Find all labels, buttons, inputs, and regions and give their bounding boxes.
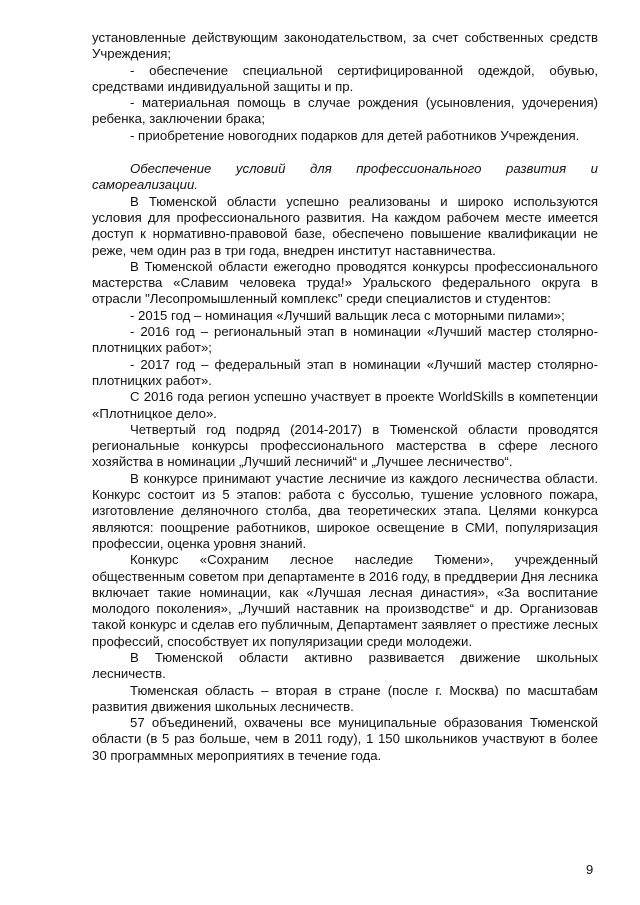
list-item-2015: - 2015 год – номинация «Лучший вальщик леса с моторными пилами»; — [130, 307, 565, 323]
section-gap — [92, 144, 598, 161]
paragraph-continuation: установленные действующим законодательством, за счет собственных средств Учреждения; — [92, 30, 598, 62]
list-item-clothing: - обеспечение специальной сертифицированной одеждой, обувью, средствами индивидуальной защиты и пр. — [92, 62, 598, 94]
paragraph-forestry-contests: Четвертый год подряд (2014-2017) в Тюменской области проводятся региональные конкурсы профессионального мастерства в сфере лесного хозяйства в номинации „Лучший лесничий“ и „Лучшее лесничество“. — [92, 421, 598, 470]
paragraph-associations: 57 объединений, охвачены все муниципальные образования Тюменской области (в 5 раз больше, чем в 2011 году), 1 150 школьников участвуют в более 30 программных мероприятиях в течение года. — [92, 715, 598, 763]
paragraph-development: В Тюменской области успешно реализованы и широко используются условия для профессионального развития. На каждом рабочем месте имеется доступ к нормативно-правовой базе, обеспечено повышение квалификации не реже, чем один раз в три года, внедрен институт наставничества. — [92, 193, 598, 258]
paragraph-region-rank: Тюменская область – вторая в стране (после г. Москва) по масштабам развития движения школьных лесничеств. — [92, 682, 598, 714]
paragraph-contest-stages: В конкурсе принимают участие лесничие из каждого лесничества области. Конкурс состоит из 5 этапов: работа с буссолью, тушение условного пожара, изготовление деляночного столба, два теоретических этапа. Целями конкурса являются: поощрение работников, широкое освещение в СМИ, популяризация профессии, оценка уровня знаний. — [92, 470, 598, 551]
list-item-financial-aid: - материальная помощь в случае рождения (усыновления, удочерения) ребенка, заключении брака; — [92, 95, 598, 127]
paragraph-heritage-contest: Конкурс «Сохраним лесное наследие Тюмени», учрежденный общественным советом при департаменте в 2016 году, в преддверии Дня лесника включает такие номинации, как «Лучшая лесная династия», «За воспитание молодого поколения», „Лучший наставник на производстве“ и др. Организовав такой конкурс и сделав его публичным, Департамент заявляет о престиже лесных профессий, способствует их популяризации среди молодежи. — [92, 552, 598, 649]
paragraph-school-forestry: В Тюменской области активно развивается движение школьных лесничеств. — [92, 649, 598, 682]
document-page — [92, 30, 598, 764]
list-item-2016: - 2016 год – региональный этап в номинации «Лучший мастер столярно-плотницких работ»; — [92, 324, 598, 356]
section-heading: Обеспечение условий для профессионального развития и самореализации. — [92, 161, 598, 193]
paragraph-contests: В Тюменской области ежегодно проводятся конкурсы профессионального мастерства «Славим человека труда!» Уральского федерального округа в отрасли "Лесопромышленный комплекс" среди специалистов и студентов: — [92, 258, 598, 307]
page-number: 9 — [586, 862, 594, 877]
list-item-gifts: - приобретение новогодних подарков для детей работников Учреждения. — [130, 127, 580, 143]
paragraph-worldskills: С 2016 года регион успешно участвует в проекте WorldSkills в компетенции «Плотницкое дело». — [92, 389, 598, 421]
list-item-2017: - 2017 год – федеральный этап в номинации «Лучший мастер столярно-плотницких работ». — [92, 356, 598, 388]
